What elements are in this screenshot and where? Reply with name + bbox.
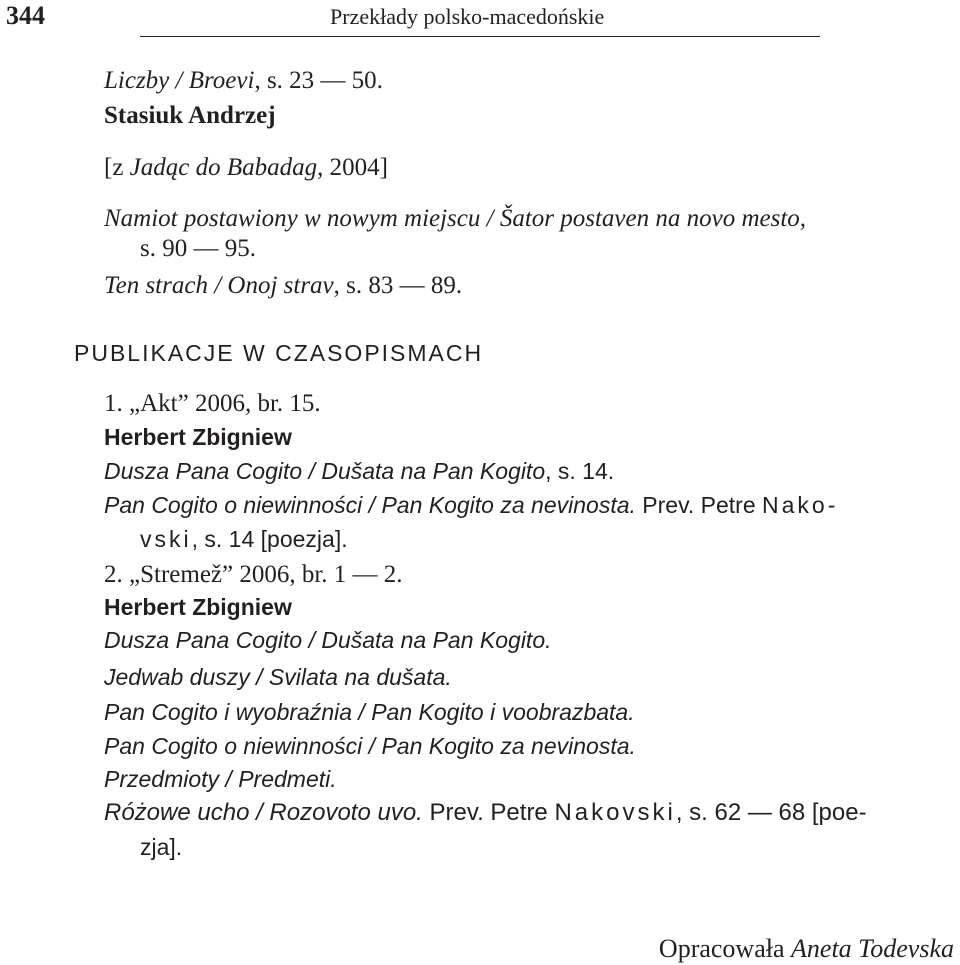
journal-2-item-2: Jedwab duszy / Svilata na dušata. [104, 664, 452, 690]
journal-1-author: Herbert Zbigniew [104, 424, 292, 450]
journal-1-item-2-cont [140, 524, 348, 555]
journal-2-label: 2. „Stremež” 2006, br. 1 — 2. [104, 561, 403, 588]
item-rest: , s. 14 [poezja]. [191, 526, 348, 552]
item-rest: , s. 62 — 68 [poe- [675, 799, 867, 826]
entry-pages: , s. 83 — 89. [333, 272, 463, 299]
entry-namiot-title: Namiot postawiony w nowym miejscu / Šator postaven na novo mesto, [104, 205, 807, 232]
entry-strach [104, 271, 462, 301]
item-title: Różowe ucho / Rozovoto uvo. [104, 799, 423, 826]
journal-2-item-1: Dusza Pana Cogito / Dušata na Pan Kogito. [104, 627, 552, 653]
compiler-signature [659, 934, 954, 964]
journal-2-item-6-cont: zja]. [140, 834, 183, 860]
signature-name: Aneta Todevska [791, 934, 954, 963]
entry-pages: , s. 23 — 50. [254, 67, 383, 94]
entry-title: Ten strach / Onoj strav [104, 272, 334, 299]
signature-prefix: Opracowała [658, 934, 792, 963]
journal-2-item-5: Przedmioty / Predmeti. [104, 766, 337, 792]
translator-name: Nakovski [554, 799, 676, 826]
item-prev: Prev. Petre [635, 492, 763, 518]
journal-1-item-1 [104, 456, 614, 487]
entry-liczby [104, 66, 383, 96]
journal-2-author: Herbert Zbigniew [104, 594, 292, 620]
source-close: , 2004] [317, 154, 388, 181]
author-stasiuk: Stasiuk Andrzej [104, 102, 276, 129]
translator-name: vski [140, 526, 192, 552]
entry-namiot-pages: s. 90 — 95. [140, 235, 256, 262]
header-rule [140, 36, 820, 37]
running-header: Przekłady polsko-macedońskie [330, 4, 605, 29]
entry-title: Liczby / Broevi [104, 67, 255, 94]
item-prev: Prev. Petre [422, 799, 555, 826]
section-heading: PUBLIKACJE W CZASOPISMACH [74, 340, 484, 366]
journal-2-item-6 [104, 798, 867, 828]
journal-1-label: 1. „Akt” 2006, br. 15. [104, 390, 321, 417]
source-open: [z [104, 154, 130, 181]
journal-2-item-3: Pan Cogito i wyobraźnia / Pan Kogito i voobrazbata. [104, 699, 635, 725]
item-pages: , s. 14. [545, 458, 615, 484]
item-title: Pan Cogito o niewinności / Pan Kogito za nevinosta. [104, 492, 636, 518]
source-stasiuk [104, 153, 388, 183]
journal-2-item-4: Pan Cogito o niewinności / Pan Kogito za nevinosta. [104, 733, 636, 759]
source-title: Jadąc do Babadag [129, 154, 318, 181]
journal-1-item-2 [104, 490, 838, 521]
item-title: Dusza Pana Cogito / Dušata na Pan Kogito [104, 458, 546, 484]
translator-name: Nako- [762, 492, 839, 518]
page-number: 344 [6, 1, 45, 30]
